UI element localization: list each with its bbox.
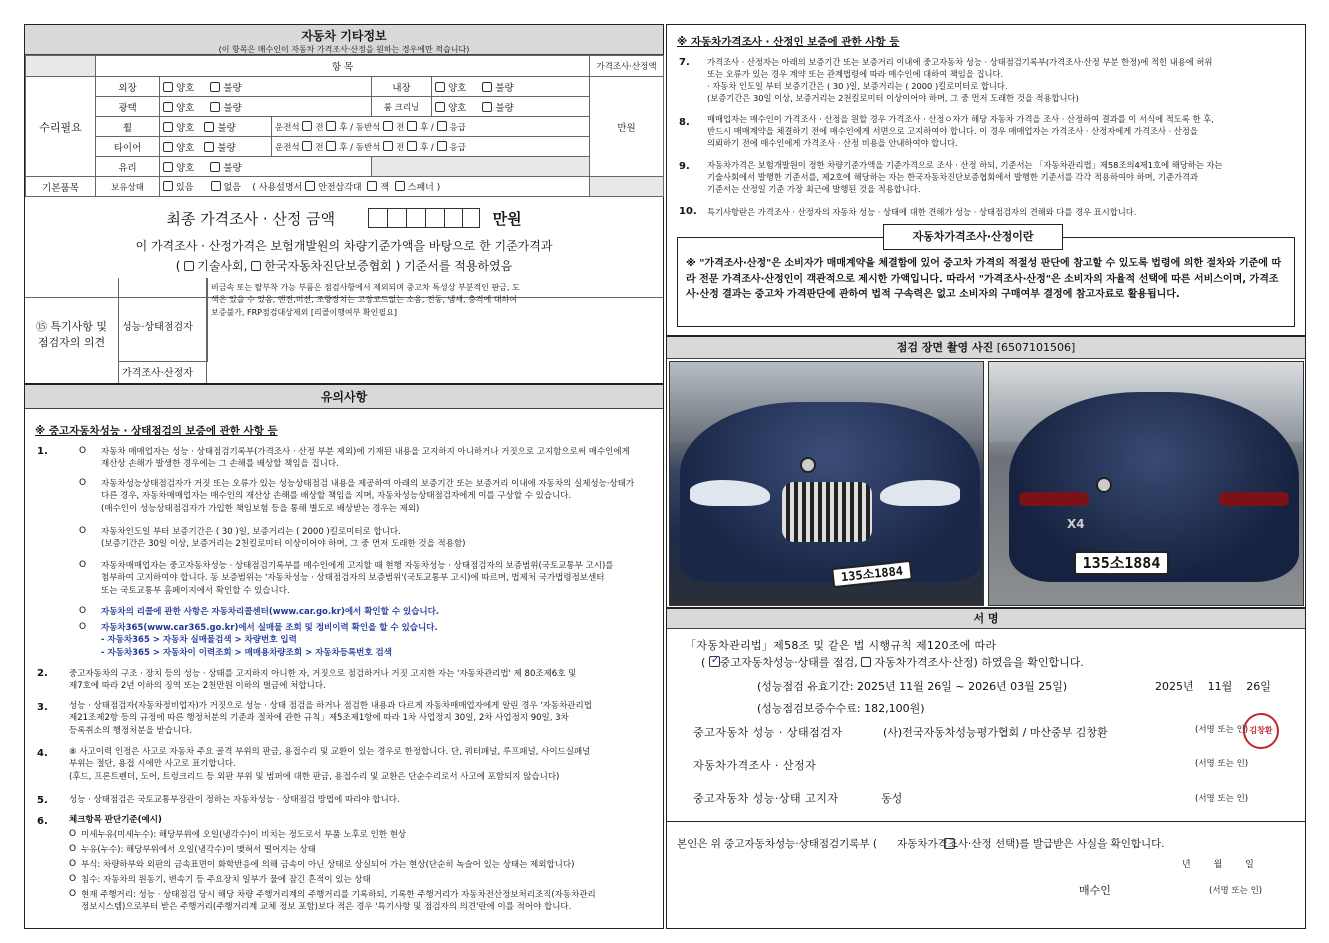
pricing-definition-text: ※ "가격조사·산정"은 소비자가 매매계약을 체결함에 있어 중고차 가격의 적절성 판단에 참고할 수 있도록 법령에 의한 절차와 기준에 따라 전문 가격조사·산정인이 객관적으로 제시한 가액입니다. 따라서 "가격조사·산정"은 소비자의 자율적 선택에 따른 서비스이며, 가격조사·산정 결과는 중고차 가격판단에 관하여 법적 구속력은 없고 소비자의 구매여부 결정에 참고자료로 활용됩니다. — [686, 258, 1282, 300]
pricer-label: 가격조사·산정자 — [119, 362, 207, 383]
row-interior-label: 내장 — [372, 77, 432, 97]
notice-header: 유의사항 — [25, 385, 663, 409]
checkbox[interactable] — [305, 181, 315, 191]
model-badge: X4 — [1067, 517, 1085, 531]
validity-period: (성능점검 유효기간: 2025년 11월 26일 ~ 2026년 03월 25일) — [757, 680, 1068, 693]
checkbox[interactable] — [437, 141, 447, 151]
checkbox[interactable] — [210, 102, 220, 112]
wheel-options: 양호 불량 — [160, 117, 272, 137]
interior-options: 양호 불량 — [432, 77, 590, 97]
checkbox[interactable] — [395, 181, 405, 191]
photo-panel — [666, 336, 1306, 608]
inspector-seal-label: (서명 또는 인) — [1195, 725, 1249, 735]
checkbox[interactable] — [435, 102, 445, 112]
checked-checkbox[interactable]: ✓ — [710, 653, 721, 666]
pricer-seal-label: (서명 또는 인) — [1195, 759, 1249, 769]
checkbox[interactable] — [407, 141, 417, 151]
price-cell: 만원 — [590, 77, 664, 177]
col-item-header: 항 목 — [96, 56, 590, 77]
vehicle-other-info-panel — [24, 24, 664, 384]
checkbox[interactable] — [367, 181, 377, 191]
inspector-label: 성능·상태점검자 — [119, 278, 207, 362]
repair-table — [25, 55, 664, 197]
buyer-date: 년 월 일 — [1182, 860, 1254, 870]
notice-section-title: ※ 중고자동차성능 · 상태점검의 보증에 관한 사항 등 — [35, 425, 278, 437]
signature-header: 서 명 — [667, 609, 1305, 629]
checkbox[interactable] — [435, 82, 445, 92]
other-info-header — [25, 25, 663, 55]
tire-position-options: 운전석 전 후 / 동반석 전 후 / 응급 — [272, 137, 590, 157]
checkbox[interactable] — [163, 181, 173, 191]
checkbox[interactable] — [326, 121, 336, 131]
final-price-title: 최종 가격조사 · 산정 금액 — [166, 210, 336, 228]
notifier-seal-label: (서명 또는 인) — [1195, 794, 1249, 804]
gloss-options: 양호 불량 — [160, 97, 372, 117]
guarantee-fee: (성능점검보증수수료: 182,100원) — [757, 702, 925, 715]
final-price-unit: 만원 — [492, 210, 522, 228]
pricing-definition-box — [677, 230, 1295, 327]
buyer-seal-label: (서명 또는 인) — [1209, 886, 1263, 896]
checkbox[interactable] — [251, 261, 261, 271]
rear-license-plate: 135소1884 — [1074, 551, 1169, 575]
checkbox[interactable] — [302, 141, 312, 151]
row-wheel-label: 휠 — [96, 117, 160, 137]
checkbox[interactable] — [163, 122, 173, 132]
col-price-header: 가격조사·산정액 — [590, 56, 664, 77]
glass-options: 양호 불량 — [160, 157, 372, 177]
buyer-label: 매수인 — [1079, 884, 1111, 897]
inspector-role: 중고자동차 성능 · 상태점검자 — [693, 726, 843, 739]
checkbox[interactable] — [210, 82, 220, 92]
checkbox[interactable] — [407, 121, 417, 131]
photo-header: 점검 장면 촬영 사진 [6507101506] — [667, 337, 1305, 359]
signature-panel — [666, 608, 1306, 929]
front-license-plate: 135소1884 — [831, 560, 913, 588]
checkbox[interactable] — [163, 142, 173, 152]
row-gloss-label: 광택 — [96, 97, 160, 117]
rear-car-photo — [988, 361, 1304, 606]
exterior-options: 양호 불량 — [160, 77, 372, 97]
notice-panel: 유의사항 ※ 중고자동차성능 · 상태점검의 보증에 관한 사항 등 1. O 자동차 매매업자는 성능 · 상태점검기록부(가격조사 · 산정 부분 제외)에 기재된 내용을 고지하지 아니하거나 거짓으로 고지함으로써 매수인에게 재산상 손해가 발생한 경우에는 그 손해를 배상할 책임을 집니다. O 자동차성능상태점검자가 거짓 또는 오류가 있는 성능상태점검 내용을 제공하여 아래의 보증기간 또는 보증거리 이내에 자동차의 실제성능·상태가 다른 경우, 자동차매매업자는 매수인의 재산상 손해를 배상할 책임을 지며, 자동차성능상태점검자에게 이를 구상할 수 있습니다. (매수인이 성능상태점검자가 가입한 책임보험 등을 통해 별도로 배상받는 경우는 제외) O 자동차인도일 부터 보증기간은 ( 30 )일, 보증거리는 ( 2000 )킬로미터로 합니다. (보증기간은 30일 이상, 보증거리는 2천킬로미터 이상이어야 하며, 그 중 먼저 도래한 것을 적용함) O 자동차매매업자는 중고자동차성능 · 상태점검기록부를 매수인에게 고지할 때 현행 자동차성능 · 상태점검자의 보증범위(국토교통부 고시)를 첨부하여 고지하여야 합니다. 동 보증범위는 '자동차성능 · 상태점검자의 보증범위'(국토교통부 고시)에 따르며, 법제처 국가법령정보센터 또는 국토교통부 홈페이지에서 확인할 수 있습니다. O 자동차의 리콜에 관한 사항은 자동차리콜센터(www.car.go.kr)에서 확인할 수 있습니다. O 자동차365(www.car365.go.kr)에서 실매물 조회 및 정비이력 확인을 할 수 있습니다. - 자동차365 > 자동차 실매물검색 > 차량번호 입력 - 자동차365 > 자동차이 이력조회 > 매매용차량조회 > 자동차등록번호 검색 2. 중고자동차의 구조 · 장치 등의 성능 · 상태를 고지하지 아니한 자, 거짓으로 점검하거나 거짓 고지한 자는 '자동차관리법' 제 80조제6호 및 제7호에 따라 2년 이하의 징역 또는 2천만원 이하의 벌금에 처합니다. 3. 성능 · 상태점검자(자동차정비업자)가 거짓으로 성능 · 상태 점검을 하거나 점검한 내용과 다르게 자동차매매업자에게 알린 경우 '자동차관리법 제21조제2항 등의 규정에 따른 행정처분의 기준과 절차에 관한 규칙」제5조제1항에 따라 1차 사업정지 30일, 2차 사업정지 90일, 3차 등록취소의 행정처분을 받습니다. 4. ⑧ 사고이력 인정은 사고로 자동차 주요 골격 부위의 판금, 용접수리 및 교환이 있는 경우로 한정합니다. 단, 쿼터패널, 루프패널, 사이드실패널 부위는 절단, 용접 시에만 사고로 표기합니다. (후드, 프론트펜더, 도어, 트렁크리드 등 외판 부위 및 범퍼에 대한 판금, 용접수리 및 교환은 단순수리로서 사고에 포함되지 않습니다) 5. 성능 · 상태점검은 국토교통부장관이 정하는 자동차성능 · 상태점검 방법에 따라야 합니다. 6. 체크항목 판단기준(예시) O 미세누유(미세누수): 해당부위에 오일(냉각수)이 비치는 정도로서 부품 노후로 인한 현상 O 누유(누수): 해당부위에서 오일(냉각수)이 맺혀서 떨어지는 상태 O 부식: 차량하부와 외판의 금속표면이 화학반응에 의해 금속이 아닌 상태로 상실되어 가는 현상(단순히 녹슬어 있는 상태는 제외합니다) O 침수: 자동차의 원동기, 변속기 등 주요장치 일부가 물에 잠긴 흔적이 있는 상태 O 현재 주행거리: 성능 · 상태점검 당시 해당 차량 주행거리계의 주행거리를 기록하되, 기록한 주행거리가 자동차전산정보처리조직(자동차관리 정보시스템)으로부터 받은 주행거리(주행거리계 교체 정보 포함)보다 적은 경우 '특기사항 및 점검자의 의견'란에 이를 적어야 합니다. — [24, 384, 664, 929]
final-price-boxes[interactable] — [368, 208, 480, 228]
notifier-name: 동성 — [881, 792, 903, 805]
sign-date: 2025년 11월 26일 — [1155, 680, 1271, 693]
checkbox[interactable] — [302, 121, 312, 131]
pricer-section-title: ※ 자동차가격조사 · 산정인 보증에 관한 사항 등 — [677, 36, 900, 48]
checkbox[interactable] — [383, 141, 393, 151]
final-price-note2: ( 기술사회, 한국자동차진단보증협회 ) 기준서를 적용하였음 — [175, 259, 513, 273]
checkbox[interactable] — [482, 102, 492, 112]
row-roomclean-label: 룸 크리닝 — [372, 97, 432, 117]
final-price-note1: 이 가격조사 · 산정가격은 보험개발원의 차량기준가액을 바탕으로 한 기준가격과 — [135, 239, 553, 253]
pricer-guarantee-panel: ※ 자동차가격조사 · 산정인 보증에 관한 사항 등 7. 가격조사 · 산정자는 아래의 보증기간 또는 보증거리 이내에 중고자동차 성능 · 상태점검기록부(가격조사·산정 부분 한정)에 적힌 내용에 허위 또는 오류가 있는 경우 계약 또는 관계법령에 따라 매수인에 대하여 책임을 집니다. · 자동차 인도일 부터 보증기간은 ( 30 )일, 보증거리는 ( 2000 )킬로미터로 합니다. (보증기간은 30일 이상, 보증거리는 2천킬로미터 이상이어야 하며, 그 중 먼저 도래한 것을 적용합니다) 8. 매매업자는 매수인이 가격조사 · 산정을 원할 경우 가격조사 · 산정ㅇ자가 해당 자동차 가격을 조사 · 산정하여 결과를 이 서식에 적도록 한 후, 반드시 매매계약을 체결하기 전에 매수인에게 서면으로 고지하여야 합니다. 이 경우 매매업자는 가격조사 · 산정자에게 가격조사 · 산정을 의뢰하기 전에 매수인에게 가격조사 · 산정 비용을 안내하여야 합니다. 9. 자동차가격은 보험개발원이 정한 차량기준가액을 기준가격으로 조사 · 산정 하되, 기준서는 「자동차관리법」제58조의4제1호에 해당하는 자는 기술사회에서 발행한 기준서를, 제2호에 해당하는 자는 한국자동차진단보증협회에서 발행한 기준서를 각각 적용하여야 하며, 기준가격과 기준서는 산정일 기준 가장 최근에 발행된 것을 적용합니다. 10. 특기사항란은 가격조사 · 산정자의 자동차 성능 · 상태에 대한 견해가 성능 · 상태점검자의 견해와 다를 경우 표시합니다. 자동차가격조사·산정이란 ※ "가격조사·산정"은 소비자가 매매계약을 체결함에 있어 중고차 가격의 적절성 판단에 참고할 수 있도록 법령에 의한 절차와 기준에 따라 전문 가격조사·산정인이 객관적으로 제시한 가액입니다. 따라서 "가격조사·산정"은 소비자의 자율적 선택에 따른 서비스이며, 가격조사·산정 결과는 중고차 가격판단에 관하여 법적 구속력은 없고 소비자의 구매여부 결정에 참고자료로 활용됩니다. — [666, 24, 1306, 336]
repair-label: 수리필요 — [26, 77, 96, 177]
checkbox[interactable] — [482, 82, 492, 92]
pricer-role: 자동차가격조사 · 산정자 — [693, 759, 817, 772]
notifier-role: 중고자동차 성능·상태 고지자 — [693, 792, 839, 805]
photo-id: [6507101506] — [996, 341, 1076, 354]
pricing-definition-title: 자동차가격조사·산정이란 — [883, 224, 1063, 250]
tire-options: 양호 불량 — [160, 137, 272, 157]
inspector-seal-stamp: 김창환 — [1243, 713, 1279, 749]
basic-status-label: 보유상태 — [96, 177, 160, 197]
checkbox[interactable] — [861, 657, 871, 667]
row-exterior-label: 외장 — [96, 77, 160, 97]
buyer-confirm: 본인은 위 중고자동차성능·상태점검기록부 ( 자동차가격조사·산정 선택)를 발급받은 사실을 확인합니다. — [677, 838, 1165, 850]
checkbox[interactable] — [163, 82, 173, 92]
basic-items-options: 있음 없음 ( 사용설명서 안전삼각대 잭 스패너 ) — [160, 177, 590, 197]
row-tire-label: 타이어 — [96, 137, 160, 157]
opinion-section — [25, 278, 663, 383]
checkbox[interactable] — [163, 102, 173, 112]
wheel-position-options: 운전석 전 후 / 동반석 전 후 / 응급 — [272, 117, 590, 137]
opinion-label: ⑮ 특기사항 및 점검자의 의견 — [25, 278, 119, 383]
checkbox[interactable] — [211, 181, 221, 191]
checkbox[interactable] — [944, 838, 955, 849]
checkbox[interactable] — [204, 122, 214, 132]
inspector-opinion-text: 비금속 또는 탈부착 가능 부품은 점검사항에서 제외되며 중고차 특성상 부분적인 판금, 도색은 있을 수 있음, 엔진,미션, 조향장치는 고장코드없는 소음, 진동, 냄새, 충격에 대하여 보증불가, FRP점검대상제외 [리콜이행여부 확인필요] — [211, 283, 520, 317]
checkbox[interactable] — [210, 162, 220, 172]
checkbox[interactable] — [383, 121, 393, 131]
signature-line2: ( ✓ 중고자동차성능·상태를 점검, 자동차가격조사·산정) 하였음을 확인합니다. — [701, 653, 1084, 669]
row-glass-label: 유리 — [96, 157, 160, 177]
inspector-name: (사)전국자동차성능평가협회 / 마산중부 김창환 — [883, 726, 1108, 739]
signature-line1: 「자동차관리법」제58조 및 같은 법 시행규칙 제120조에 따라 — [685, 639, 997, 652]
checkbox[interactable] — [326, 141, 336, 151]
checkbox[interactable] — [184, 261, 194, 271]
checkbox[interactable] — [163, 162, 173, 172]
roomclean-options: 양호 불량 — [432, 97, 590, 117]
other-info-title: 자동차 기타정보 — [301, 29, 387, 43]
basic-items-label: 기본품목 — [26, 177, 96, 197]
checkbox[interactable] — [437, 121, 447, 131]
checkbox[interactable] — [204, 142, 214, 152]
other-info-subtitle: (이 항목은 매수인이 자동차 가격조사·산정을 원하는 경우에만 적습니다) — [218, 45, 470, 54]
front-car-photo — [669, 361, 984, 606]
